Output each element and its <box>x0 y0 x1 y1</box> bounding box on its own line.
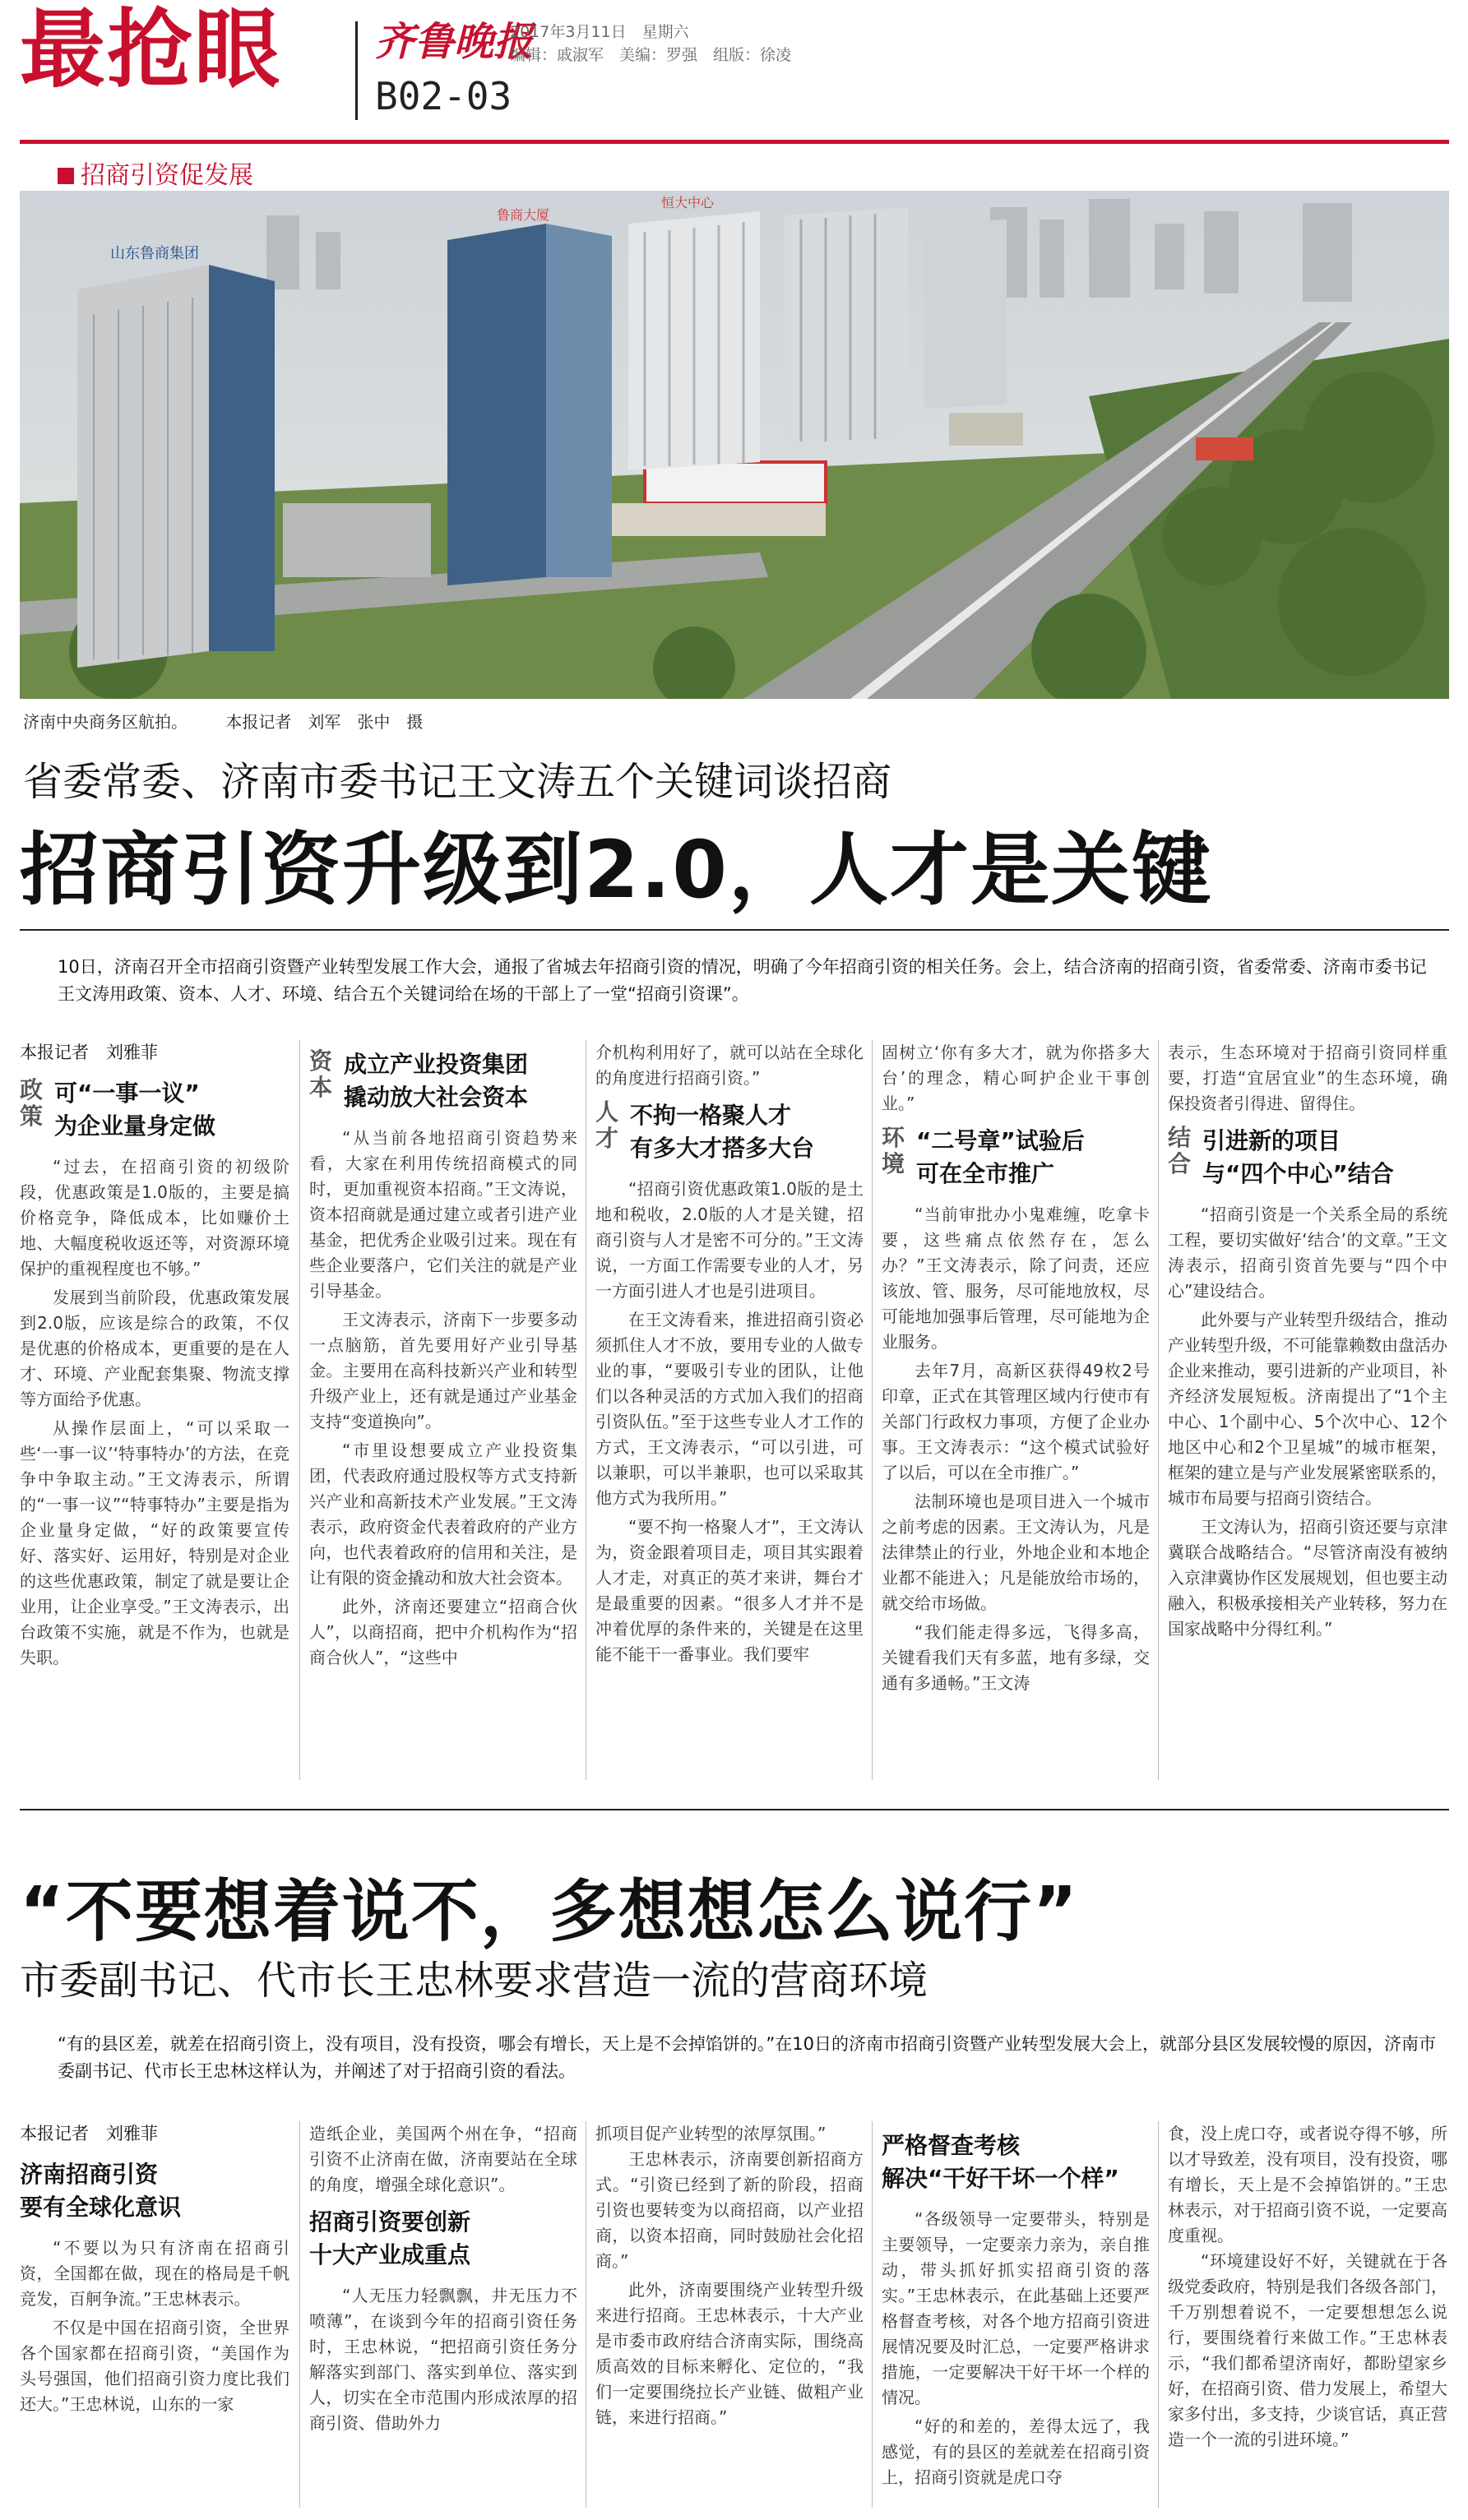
aerial-photo <box>20 191 1449 699</box>
paragraph: “招商引资优惠政策1.0版的是土地和税收，2.0版的人才是关键，招商引资与人才是密不可分的。”王文涛说，一方面工作需要专业的人才，另一方面引进人才也是引进项目。 <box>595 1179 864 1301</box>
story1-byline: 本报记者 刘雅菲 <box>20 1043 158 1062</box>
col-separator <box>872 1040 873 1780</box>
story2-subhead: 市委副书记、代市长王忠林要求营造一流的营商环境 <box>20 1958 928 2004</box>
story2-headline: “不要想着说不，多想想怎么说行” <box>20 1873 1079 1951</box>
story2-column-1 <box>20 2121 289 2512</box>
subhead-title: 不拘一格聚人才 有多大才搭多大台 <box>630 1102 815 1162</box>
subhead-title: 引进新的项目 与“四个中心”结合 <box>1202 1127 1394 1187</box>
masthead-rule <box>20 140 1449 144</box>
photo-caption-credit: 本报记者 刘军 张中 摄 <box>225 712 424 732</box>
page-number: B02-03 <box>375 74 512 118</box>
paragraph: 此外，济南还要建立“招商合伙人”，以商招商，把中介机构作为“招商合伙人”，“这些中 <box>309 1597 577 1667</box>
paragraph: “当前审批办小鬼难缠，吃拿卡要，这些痛点依然存在，怎么办？”王文涛表示，除了问责，还应该放、管、服务，尽可能地放权，尽可能地加强事后管理，尽可能地为企业服务。 <box>882 1205 1150 1352</box>
column-label: 招商引资促发展 <box>58 155 253 191</box>
subhead-policy <box>20 1077 289 1143</box>
paragraph: “好的和差的，差得太远了，我感觉，有的县区的差就差在招商引资上，招商引资就是虎口夺 <box>882 2416 1150 2487</box>
paragraph: “不要以为只有济南在招商引资，全国都在做，现在的格局是千帆竞发，百舸争流。”王忠林表示。 <box>20 2238 289 2309</box>
paragraph: 此外，济南要围绕产业转型升级来进行招商。王忠林表示，十大产业是市委市政府结合济南实际，围绕高质高效的目标来孵化、定位的，“我们一定要围绕拉长产业链、做粗产业链，来进行招商。” <box>595 2280 864 2427</box>
story1-kicker: 省委常委、济南市委书记王文涛五个关键词谈招商 <box>23 759 892 805</box>
paper-logo: 齐鲁晚报 <box>375 19 534 65</box>
paragraph: “过去，在招商引资的初级阶段，优惠政策是1.0版的，主要是搞价格竞争，降低成本，比如赚价土地、大幅度税收返还等，对资源环境保护的重视程度也不够。” <box>20 1157 289 1278</box>
paragraph-continued: 介机构利用好了，就可以站在全球化的角度进行招商引资。” <box>595 1043 864 1088</box>
paragraph: “从当前各地招商引资趋势来看，大家在利用传统招商模式的同时，更加重视资本招商。”王文涛说，资本招商就是通过建立或者引进产业基金，把优秀企业吸引过来。现在有些企业要落户，它们关注的就是产业引导基金。 <box>309 1128 577 1301</box>
story-divider <box>20 1809 1449 1810</box>
paragraph: “各级领导一定要带头，特别是主要领导，一定要亲力亲为，亲自推动，带头抓好抓实招商引资的落实。”王忠林表示，在此基础上还要严格督查考核，对各个地方招商引资进展情况要及时汇总，一定要严格讲求措施，一定要解决干好干坏一个样的情况。 <box>882 2209 1150 2407</box>
paragraph: “人无压力轻飘飘，井无压力不喷薄”，在谈到今年的招商引资任务时，王忠林说，“把招商引资任务分解落实到部门、落实到单位、落实到人，切实在全市范围内形成浓厚的招商引资、借助外力 <box>309 2286 577 2433</box>
subhead-tag: 政策 <box>20 1076 44 1130</box>
story2-column-2 <box>309 2121 577 2512</box>
paragraph: 法制环境也是项目进入一个城市之前考虑的因素。王文涛认为，凡是法律禁止的行业，外地企业和本地企业都不能进入；凡是能放给市场的，就交给市场做。 <box>882 1491 1150 1613</box>
paragraph: 王文涛认为，招商引资还要与京津冀联合战略结合。“尽管济南没有被纳入京津冀协作区发展规划，但也要主动融入，积极承接相关产业转移，努力在国家战略中分得红利。” <box>1168 1517 1447 1639</box>
story1-column-5 <box>1168 1040 1447 1780</box>
col-separator <box>872 2121 873 2508</box>
subhead-title: 严格督查考核 解决“干好干坏一个样” <box>882 2132 1119 2192</box>
photo-caption <box>23 709 456 733</box>
paragraph: 从操作层面上，“可以采取一些‘一事一议’‘特事特办’的方法，在竞争中争取主动。”王文涛表示，所谓的“一事一议”“特事特办”主要是指为企业量身定做，“好的政策要宣传好、落实好、运用好，特别是对企业的这些优惠政策，制定了就是要让企业用，让企业享受。”王文涛表示，出台政策不实施，就是不作为，也就是失职。 <box>20 1418 289 1667</box>
story1-column-1 <box>20 1040 289 1780</box>
sign-lushang-tower: 鲁商大厦 <box>497 207 550 223</box>
paragraph-continued: 固树立‘你有多大才，就为你搭多大台’的理念，精心呵护企业干事创业。” <box>882 1043 1150 1113</box>
story2-column-3 <box>595 2121 864 2512</box>
subhead-title: 可“一事一议” 为企业量身定做 <box>54 1080 216 1140</box>
col-separator <box>1158 2121 1159 2508</box>
paragraph: 发展到当前阶段，优惠政策发展到2.0版，应该是综合的政策，不仅是优惠的价格成本，更重要的是在人才、环境、产业配套集聚、物流支撑等方面给予优惠。 <box>20 1288 289 1409</box>
sign-lushang-group: 山东鲁商集团 <box>110 245 199 262</box>
paragraph: “市里设想要成立产业投资集团，代表政府通过股权等方式支持新兴产业和高新技术产业发展。”王文涛表示，政府资金代表着政府的产业方向，也代表着政府的信用和关注，是让有限的资金撬动和放大社会资本。 <box>309 1440 577 1588</box>
story2-byline: 本报记者 刘雅菲 <box>20 2124 158 2143</box>
paragraph-continued: 表示，生态环境对于招商引资同样重要，打造“宜居宜业”的生态环境，确保投资者引得进、留得住。 <box>1168 1043 1447 1113</box>
story1-rule <box>20 929 1449 931</box>
masthead-divider <box>355 21 358 120</box>
subhead-tag: 人才 <box>595 1098 619 1152</box>
section-title: 最抢眼 <box>20 0 282 99</box>
paragraph-continued: 食，没上虎口夺，或者说夺得不够，所以才导致差，没有项目，没有投资，哪有增长，天上是不会掉馅饼的。”王忠林表示，对于招商引资不说，一定要高度重视。 <box>1168 2124 1447 2245</box>
paragraph: “我们能走得多远，飞得多高，关键看我们天有多蓝，地有多绿，交通有多通畅。”王文涛 <box>882 1622 1150 1693</box>
story1-lead: 10日，济南召开全市招商引资暨产业转型发展工作大会，通报了省城去年招商引资的情况，明确了今年招商引资的相关任务。会上，结合济南的招商引资，省委常委、济南市委书记王文涛用政策、资本、人才、环境、结合五个关键词给在场的干部上了一堂“招商引资课”。 <box>58 957 1427 1004</box>
aerial-photo-illustration <box>20 191 1449 699</box>
paragraph: 去年7月，高新区获得49枚2号印章，正式在其管理区域内行使市有关部门行政权力事项，方便了企业办事。王文涛表示：“这个模式试验好了以后，可以在全市推广。” <box>882 1361 1150 1482</box>
sign-hengda-center: 恒大中心 <box>661 195 715 210</box>
subhead-talent <box>595 1099 864 1165</box>
subhead-tag: 资本 <box>309 1047 333 1101</box>
col-separator <box>1158 1040 1159 1780</box>
photo-caption-location: 济南中央商务区航拍。 <box>23 712 188 732</box>
story2-column-5 <box>1168 2121 1447 2512</box>
editor-line: 编辑：戚淑军 美编：罗强 组版：徐凌 <box>510 46 792 64</box>
story1-column-2 <box>309 1040 577 1780</box>
paragraph: 在王文涛看来，推进招商引资必须抓住人才不放，要用专业的人做专业的事，“要吸引专业的团队，让他们以各种灵活的方式加入我们的招商引资队伍。”至于这些专业人才工作的方式，王文涛表示，“可以引进，可以兼职，可以半兼职，也可以采取其他方式为我所用。” <box>595 1310 864 1508</box>
subhead-title: 成立产业投资集团 撬动放大社会资本 <box>344 1051 529 1111</box>
story1-column-3 <box>595 1040 864 1780</box>
subhead-integration <box>1168 1125 1447 1191</box>
subhead-title: “二号章”试验后 可在全市推广 <box>916 1127 1085 1187</box>
col-separator <box>299 2121 300 2508</box>
subhead-tag: 结合 <box>1168 1124 1192 1177</box>
subhead-title: 济南招商引资 要有全球化意识 <box>20 2161 182 2221</box>
story2-column-4 <box>882 2121 1150 2512</box>
paragraph: “招商引资是一个关系全局的系统工程，要切实做好‘结合’的文章。”王文涛表示，招商引资首先要与“四个中心”建设结合。 <box>1168 1205 1447 1301</box>
paragraph: “环境建设好不好，关键就在于各级党委政府，特别是我们各级各部门，千万别想着说不，一定要想想怎么说行，要围绕着行来做工作。”王忠林表示，“我们都希望济南好，都盼望家乡好，在招商引资、借力发展上，希望大家多付出，多支持，少谈官话，真正营造一个一流的引进环境。” <box>1168 2251 1447 2449</box>
date-line: 2017年3月11日 星期六 <box>510 23 689 41</box>
paragraph: 王文涛表示，济南下一步要多动一点脑筋，首先要用好产业引导基金。主要用在高科技新兴产业和转型升级产业上，还有就是通过产业基金支持“变道换向”。 <box>309 1310 577 1431</box>
paragraph: “要不拘一格聚人才”，王文涛认为，资金跟着项目走，项目其实跟着人才走，对真正的英才来讲，舞台才是最重要的因素。“很多人才并不是冲着优厚的条件来的，关键是在这里能不能干一番事业。我们要牢 <box>595 1517 864 1664</box>
paragraph: 王忠林表示，济南要创新招商方式。“引资已经到了新的阶段，招商引资也要转变为以商招商，以产业招商，以资本招商，同时鼓励社会化招商。” <box>595 2149 864 2271</box>
col-separator <box>299 1040 300 1780</box>
paragraph: 不仅是中国在招商引资，全世界各个国家都在招商引资，“美国作为头号强国，他们招商引资力度比我们还大。”王忠林说，山东的一家 <box>20 2318 289 2414</box>
subhead-tag: 环境 <box>882 1124 905 1177</box>
subhead-environment <box>882 1125 1150 1191</box>
paragraph-continued: 造纸企业，美国两个州在争，“招商引资不止济南在做，济南要站在全球的角度，增强全球化意识”。 <box>309 2124 577 2194</box>
paragraph-continued: 抓项目促产业转型的浓厚氛围。” <box>595 2124 827 2143</box>
story1-column-4 <box>882 1040 1150 1780</box>
paragraph: 此外要与产业转型升级结合，推动产业转型升级，不可能靠赖数由盘活办企业来推动，要引进新的产业项目，补齐经济发展短板。济南提出了“1个主中心、1个副中心、5个次中心、12个地区中心和2个卫星城”的城市框架，框架的建立是与产业发展紧密联系的，城市布局要与招商引资结合。 <box>1168 1310 1447 1508</box>
subhead-capital <box>309 1048 577 1114</box>
story1-headline: 招商引资升级到2.0，人才是关键 <box>20 824 1213 916</box>
story2-lead: “有的县区差，就差在招商引资上，没有项目，没有投资，哪会有增长，天上是不会掉馅饼的。”在10日的济南市招商引资暨产业转型发展大会上，就部分县区发展较慢的原因，济南市委副书记、代市长王忠林这样认为，并阐述了对于招商引资的看法。 <box>58 2034 1436 2081</box>
subhead-title: 招商引资要创新 十大产业成重点 <box>309 2208 471 2268</box>
